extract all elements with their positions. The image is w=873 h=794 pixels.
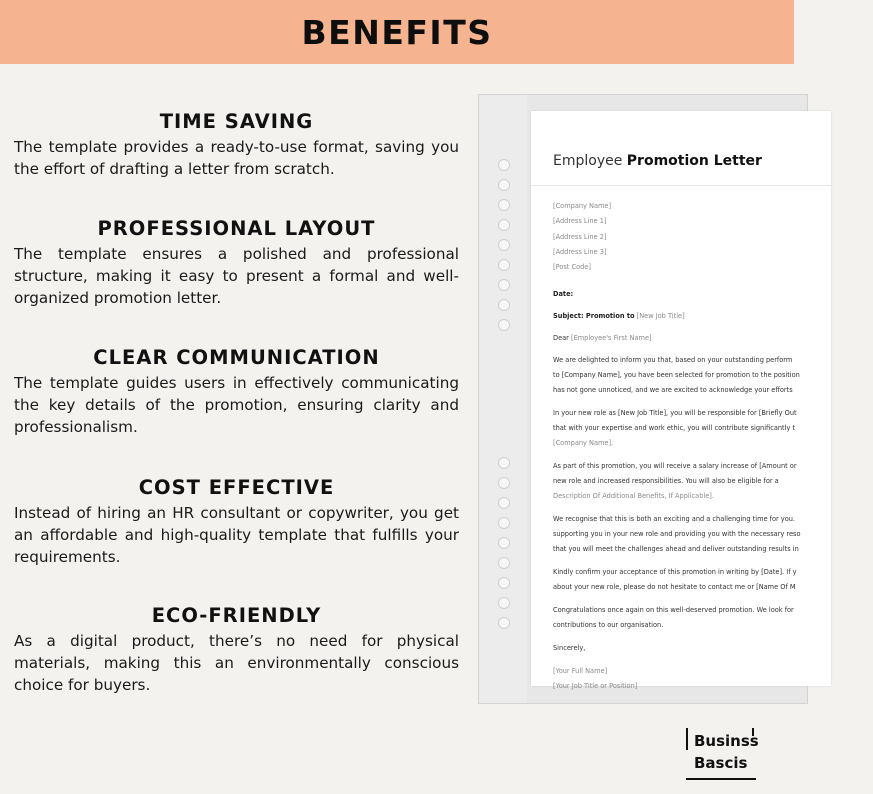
benefit-time-saving	[14, 108, 459, 180]
benefit-cost-effective	[14, 474, 459, 568]
subject-label: Subject: Promotion to	[553, 312, 635, 321]
document-preview	[531, 111, 831, 691]
page-title: BENEFITS	[301, 12, 493, 52]
document-line: has not gone unnoticed, and we are excited to acknowledge your efforts	[553, 386, 793, 395]
document-line: As part of this promotion, you will receive a salary increase of [Amount or	[553, 462, 797, 471]
subject-placeholder: [New Job Title]	[636, 312, 685, 321]
document-line: In your new role as [New Job Title], you will be responsible for [Briefly Out	[553, 409, 797, 418]
document-salutation	[553, 331, 873, 346]
document-line: that with your expertise and work ethic, you will contribute significantly t	[553, 424, 796, 433]
punch-hole-icon	[498, 617, 510, 629]
benefit-title: PROFESSIONAL LAYOUT	[97, 217, 376, 240]
punch-hole-icon	[498, 219, 510, 231]
salutation-placeholder: [Employee's First Name]	[571, 334, 652, 343]
document-title	[553, 153, 762, 169]
document-line: contributions to our organisation.	[553, 621, 664, 630]
benefit-eco-friendly	[14, 602, 459, 696]
punch-hole-icon	[498, 577, 510, 589]
benefit-text: The template guides users in effectively communicating the key details of the promotion, ensuring clarity and professionalism.	[14, 374, 459, 436]
benefit-text: The template provides a ready-to-use format, saving you the effort of drafting a letter from scratch.	[14, 138, 459, 178]
address-line: [Address Line 3]	[553, 247, 607, 256]
punch-hole-icon	[498, 497, 510, 509]
benefit-text: Instead of hiring an HR consultant or copywriter, you get an affordable and high-quality template that fulfills your requirements.	[14, 504, 459, 566]
document-line: We recognise that this is both an exciting and a challenging time for you.	[553, 515, 796, 524]
document-line: [Company Name].	[553, 439, 614, 448]
document-line: Kindly confirm your acceptance of this promotion in writing by [Date]. If y	[553, 568, 797, 577]
document-date-label: Date:	[553, 290, 574, 299]
punch-hole-icon	[498, 537, 510, 549]
punch-hole-icon	[498, 319, 510, 331]
salutation-label: Dear	[553, 334, 569, 343]
document-line: new role and increased responsibilities. You will also be eligible for a	[553, 477, 779, 486]
logo-bracket-left	[686, 728, 688, 750]
document-title-light: Employee	[553, 153, 623, 169]
header-banner	[0, 0, 794, 64]
brand-logo	[686, 728, 782, 784]
document-line: Description Of Additional Benefits, If Applicable].	[553, 492, 714, 501]
document-line: to [Company Name], you have been selected for promotion to the position	[553, 371, 800, 380]
document-subject	[553, 309, 873, 324]
document-line: We are delighted to inform you that, based on your outstanding perform	[553, 356, 793, 365]
document-line: about your new role, please do not hesitate to contact me or [Name Of M	[553, 583, 796, 592]
benefit-text: As a digital product, there’s no need for physical materials, making this an environmentally conscious choice for buyers.	[14, 632, 459, 694]
benefit-title: ECO-FRIENDLY	[151, 604, 322, 627]
benefit-text: The template ensures a polished and professional structure, making it easy to present a formal and well-organized promotion letter.	[14, 245, 459, 307]
punch-hole-icon	[498, 279, 510, 291]
punch-hole-icon	[498, 477, 510, 489]
document-address-block	[553, 199, 873, 275]
punch-hole-icon	[498, 199, 510, 211]
address-line: [Address Line 2]	[553, 232, 607, 241]
punch-hole-icon	[498, 239, 510, 251]
punch-hole-icon	[498, 557, 510, 569]
benefit-title: COST EFFECTIVE	[138, 476, 335, 499]
punch-hole-icon	[498, 259, 510, 271]
document-line: supporting you in your new role and providing you with the necessary reso	[553, 530, 801, 539]
document-body	[553, 199, 873, 694]
benefit-title: TIME SAVING	[159, 110, 314, 133]
punch-hole-icon	[498, 299, 510, 311]
document-line: Congratulations once again on this well-deserved promotion. We look for	[553, 606, 794, 615]
benefit-professional-layout	[14, 215, 459, 309]
address-line: [Company Name]	[553, 202, 612, 210]
address-line: [Address Line 1]	[553, 217, 607, 226]
document-closing: Sincerely,	[553, 644, 586, 653]
signature-title: [Your Job Title or Position]	[553, 682, 638, 691]
brand-line-2: Bascis	[694, 754, 748, 772]
benefit-clear-communication	[14, 344, 459, 438]
punch-hole-icon	[498, 597, 510, 609]
signature-name: [Your Full Name]	[553, 667, 608, 676]
brand-line-1: Businss	[694, 732, 759, 750]
punch-hole-icon	[498, 159, 510, 171]
document-divider	[531, 185, 831, 186]
document-title-bold: Promotion Letter	[626, 153, 762, 169]
logo-bracket-bottom	[686, 778, 756, 780]
document-line: that you will meet the challenges ahead and deliver outstanding results in	[553, 545, 799, 554]
address-line: [Post Code]	[553, 263, 591, 272]
benefit-title: CLEAR COMMUNICATION	[93, 346, 380, 369]
punch-hole-icon	[498, 457, 510, 469]
sheet-protector-sleeve	[478, 94, 808, 704]
punch-hole-icon	[498, 179, 510, 191]
sleeve-binding-strip	[479, 95, 527, 703]
punch-hole-icon	[498, 517, 510, 529]
